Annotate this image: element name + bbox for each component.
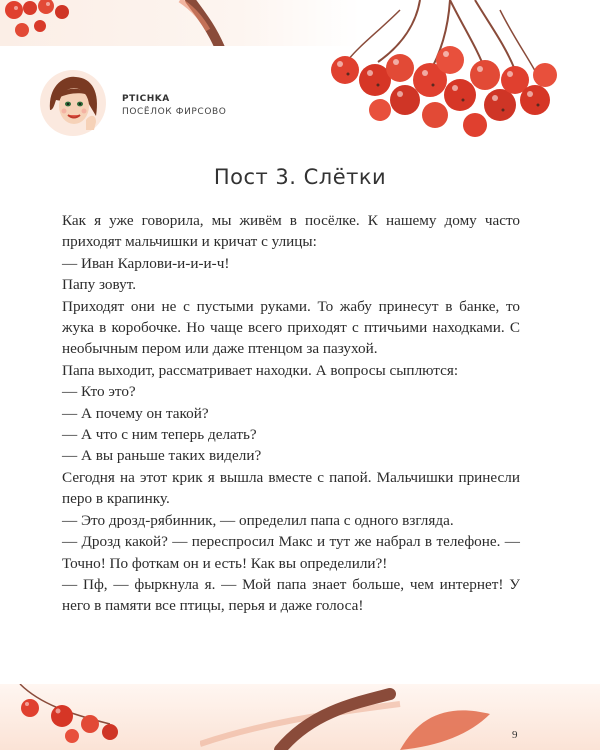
berry — [331, 56, 359, 84]
berry — [5, 1, 23, 19]
berry — [463, 113, 487, 137]
berry — [422, 102, 448, 128]
berry — [520, 85, 550, 115]
rowan-berry-cluster-illustration — [300, 0, 600, 160]
berry — [51, 705, 73, 727]
berry — [436, 46, 464, 74]
berry — [55, 5, 69, 19]
berry — [34, 20, 46, 32]
paragraph: Сегодня на этот крик я вышла вместе с папой. Мальчишки принесли перо в крапинку. — [62, 468, 520, 508]
berry — [533, 63, 557, 87]
berry — [369, 99, 391, 121]
berry — [81, 715, 99, 733]
paragraph: — Кто это? — [62, 383, 136, 401]
paragraph: Папу зовут. — [62, 276, 137, 294]
bottom-branch-illustration — [200, 684, 500, 750]
author-handle: PTICHKA — [122, 94, 170, 104]
top-left-berries-illustration — [0, 0, 90, 50]
berry-group — [331, 46, 557, 137]
berry — [390, 85, 420, 115]
page-number: 9 — [512, 729, 518, 741]
paragraph: — А вы раньше таких видели? — [62, 447, 262, 465]
leaf — [400, 710, 490, 750]
paragraph: Папа выходит, рассматривает находки. А вопросы сыплются: — [62, 361, 459, 379]
author-location: ПОСЁЛОК ФИРСОВО — [122, 107, 227, 117]
paragraph: Как я уже говорила, мы живём в посёлке. К нашему дому часто приходят мальчишки и кричат с улицы: — [62, 212, 520, 251]
avatar — [40, 70, 106, 136]
bottom-left-berries-illustration — [0, 684, 140, 750]
berry — [444, 79, 476, 111]
berry — [102, 724, 118, 740]
berry — [38, 0, 54, 14]
berry — [15, 23, 29, 37]
berry — [21, 699, 39, 717]
berry — [386, 54, 414, 82]
paragraph: Приходят они не с пустыми руками. То жабу принесут в банке, то жука в коробочке. Но чаще всего приходят с птичьими находками. С необычным пером или даже птенцом за пазухой. — [62, 297, 520, 358]
paragraph: — Дрозд какой? — переспросил Макс и тут же набрал в телефоне. — Точно! По фоткам он и есть! Как вы определили?! — [62, 533, 520, 572]
top-branch-illustration — [150, 0, 270, 50]
paragraph: — Это дрозд-рябинник, — определил папа с одного взгляда. — [62, 511, 454, 529]
post-title: Пост 3. Слётки — [213, 165, 387, 189]
paragraph: — А почему он такой? — [62, 404, 209, 422]
berry — [484, 89, 516, 121]
paragraph: — Иван Карлови-и-и-и-ч! — [62, 254, 230, 272]
berry — [470, 60, 500, 90]
paragraph: — А что с ним теперь делать? — [62, 426, 257, 444]
berry — [65, 729, 79, 743]
post-body — [62, 210, 520, 617]
paragraph: — Пф, — фыркнула я. — Мой папа знает больше, чем интернет! У него в памяти все птицы, перья и даже голоса! — [62, 575, 520, 615]
berry — [23, 1, 37, 15]
